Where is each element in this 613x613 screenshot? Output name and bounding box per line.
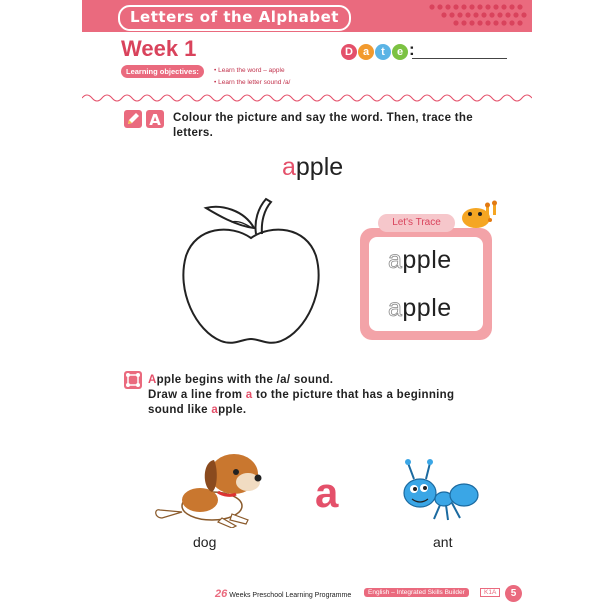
date-letter: D xyxy=(341,44,357,60)
connect-dots-icon xyxy=(124,371,142,389)
giraffe-icon xyxy=(460,200,502,230)
subject-badge: English – Integrated Skills Builder xyxy=(364,588,469,597)
date-letter: e xyxy=(392,44,408,60)
date-word xyxy=(341,40,409,59)
wavy-divider xyxy=(82,92,532,104)
date-label xyxy=(341,40,415,60)
dog-caption: dog xyxy=(193,534,217,550)
date-letter: t xyxy=(375,44,391,60)
page-number: 5 xyxy=(505,585,522,602)
objective-item: • Learn the word – apple xyxy=(214,67,285,74)
dog-image[interactable] xyxy=(152,448,262,528)
task1-instruction: Colour the picture and say the word. Then, trace the letters. xyxy=(173,112,473,139)
word-apple: apple xyxy=(282,153,344,181)
footer-programme: 26 Weeks Preschool Learning Programme xyxy=(215,588,352,600)
date-letter: a xyxy=(358,44,374,60)
objectives-badge: Learning objectives: xyxy=(121,65,204,78)
letter-a-icon xyxy=(146,110,164,128)
trace-row[interactable]: apple xyxy=(388,294,452,322)
apple-outline-image[interactable] xyxy=(176,196,326,346)
date-colon: : xyxy=(409,40,415,59)
dot-pattern xyxy=(428,3,528,29)
task2-instruction: Apple begins with the /a/ sound. Draw a line from a to the picture that has a beginning sound like apple. xyxy=(148,374,455,416)
pencil-icon xyxy=(124,110,142,128)
page-title: Letters of the Alphabet xyxy=(118,5,351,31)
ant-image[interactable] xyxy=(400,455,480,525)
match-letter-a[interactable]: a xyxy=(315,469,339,516)
ant-caption: ant xyxy=(433,534,453,550)
level-badge: K1A xyxy=(480,588,500,597)
svg-text:A: A xyxy=(149,111,161,128)
lets-trace-label: Let's Trace xyxy=(378,214,455,232)
objectives-list xyxy=(214,65,290,89)
objective-item: • Learn the letter sound /a/ xyxy=(214,79,291,86)
week-heading: Week 1 xyxy=(121,36,197,61)
trace-row[interactable]: apple xyxy=(388,246,452,274)
date-input-line[interactable] xyxy=(412,58,507,59)
